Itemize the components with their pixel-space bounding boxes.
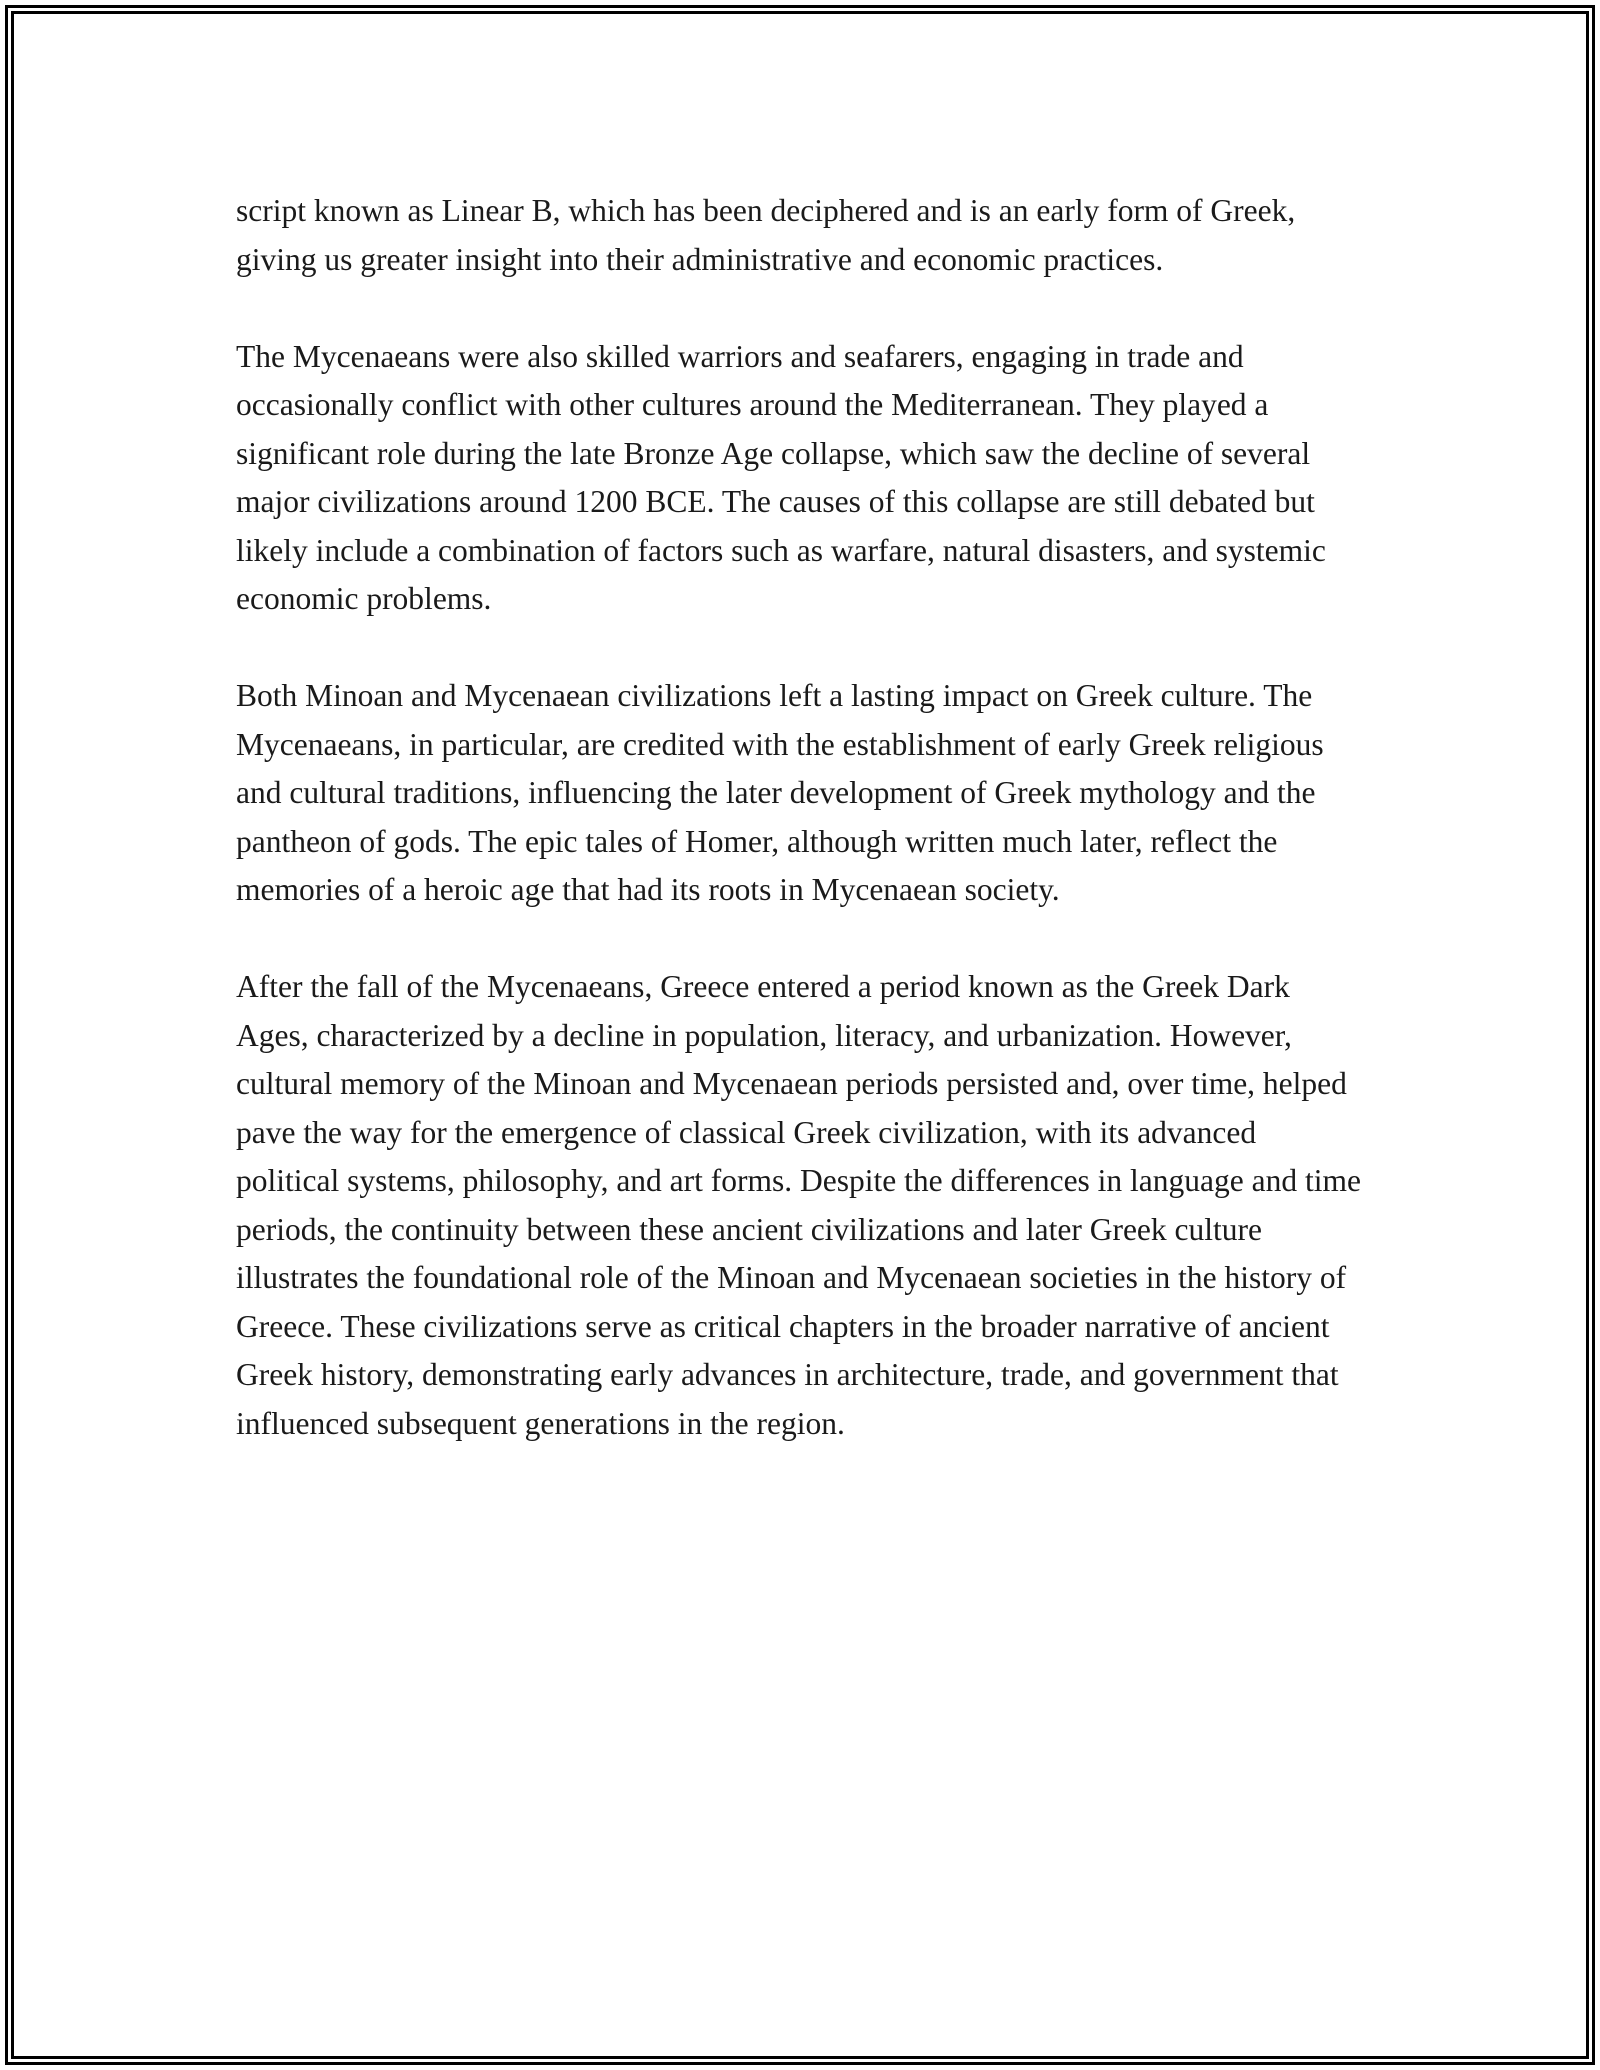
paragraph-linear-b: script known as Linear B, which has been deciphered and is an early form of Greek, giving us greater insight into their administrative and economic practices. (236, 193, 1296, 277)
paragraph-lasting-impact: Both Minoan and Mycenaean civilizations left a lasting impact on Greek culture. The Mycenaeans, in particular, are credited with the establishment of early Greek religious and cultural traditions, influencing the later development of Greek mythology and the pantheon of gods. The epic tales of Homer, although written much later, reflect the memories of a heroic age that had its roots in Mycenaean society. (236, 678, 1324, 907)
paragraph-mycenaean-warriors: The Mycenaeans were also skilled warriors and seafarers, engaging in trade and occasionally conflict with other cultures around the Mediterranean. They played a significant role during the late Bronze Age collapse, which saw the decline of several major civilizations around 1200 BCE. The causes of this collapse are still debated but likely include a combination of factors such as warfare, natural disasters, and systemic economic problems. (236, 338, 1326, 616)
document-body (236, 187, 1366, 1448)
paragraph-dark-ages: After the fall of the Mycenaeans, Greece entered a period known as the Greek Dark Ages, characterized by a decline in population, literacy, and urbanization. However, cultural memory of the Minoan and Mycenaean periods persisted and, over time, helped pave the way for the emergence of classical Greek civilization, with its advanced political systems, philosophy, and art forms. Despite the differences in language and time periods, the continuity between these ancient civilizations and later Greek culture illustrates the foundational role of the Minoan and Mycenaean societies in the history of Greece. These civilizations serve as critical chapters in the broader narrative of ancient Greek history, demonstrating early advances in architecture, trade, and government that influenced subsequent generations in the region. (236, 969, 1361, 1441)
